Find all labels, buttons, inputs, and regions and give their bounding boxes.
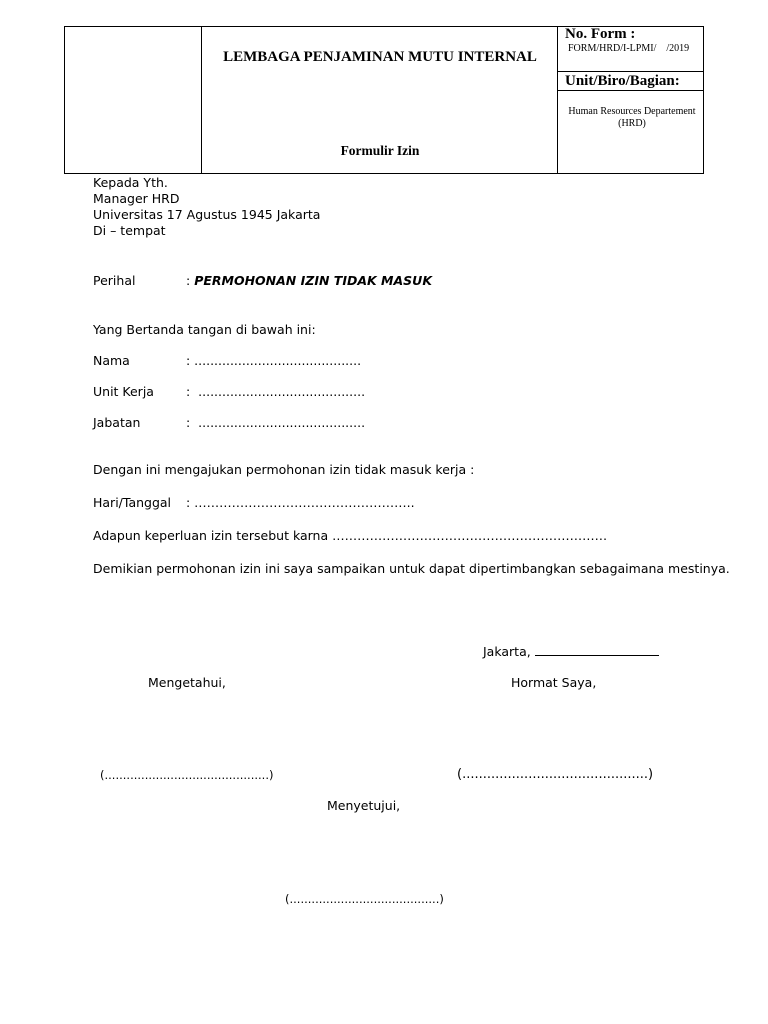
no-form-label: No. Form : — [565, 26, 636, 42]
date-field[interactable]: : …………………………………………….. — [186, 495, 415, 510]
place-date — [483, 643, 659, 660]
recipient-line3: Universitas 17 Agustus 1945 Jakarta — [93, 207, 321, 222]
regards-label: Hormat Saya, — [511, 675, 597, 690]
header-divider-row1 — [557, 71, 703, 72]
acknowledged-label: Mengetahui, — [148, 675, 226, 690]
approved-label: Menyetujui, — [327, 798, 401, 813]
signature-left[interactable]: (.............................................) — [100, 768, 274, 782]
request-text: Dengan ini mengajukan permohonan izin tidak masuk kerja : — [93, 462, 475, 477]
header-divider-right — [557, 27, 558, 173]
nama-field[interactable]: : .......................................... — [186, 353, 362, 368]
signature-bottom[interactable]: (.........................................) — [285, 892, 444, 906]
form-header-table — [64, 26, 704, 174]
date-label: Hari/Tanggal — [93, 495, 172, 510]
unit-label: Unit/Biro/Bagian: — [565, 73, 680, 89]
recipient-line4: Di – tempat — [93, 223, 166, 238]
closing-text: Demikian permohonan izin ini saya sampaikan untuk dapat dipertimbangkan sebagaimana mestinya. — [93, 561, 730, 576]
subject-colon: : — [186, 273, 195, 288]
institution-title: LEMBAGA PENJAMINAN MUTU INTERNAL — [223, 49, 537, 65]
date-underline-field[interactable] — [535, 643, 659, 656]
subject-label: Perihal — [93, 273, 136, 288]
place-date-label: Jakarta, — [483, 644, 535, 659]
unit-value-line2: (HRD) — [618, 118, 646, 129]
recipient-line2: Manager HRD — [93, 191, 180, 206]
form-title: Formulir Izin — [340, 143, 420, 158]
unit-kerja-field[interactable]: : .......................................... — [186, 384, 366, 399]
form-code: FORM/HRD/I-LPMI/ /2019 — [568, 43, 690, 54]
header-divider-row2 — [557, 90, 703, 91]
recipient-line1: Kepada Yth. — [93, 175, 168, 190]
unit-value-line1: Human Resources Departement — [568, 106, 696, 117]
header-divider-logo — [201, 27, 202, 173]
unit-value — [559, 106, 705, 130]
intro-text: Yang Bertanda tangan di bawah ini: — [93, 322, 316, 337]
signature-right[interactable]: (.............................................) — [457, 767, 654, 782]
unit-kerja-label: Unit Kerja — [93, 384, 154, 399]
subject-value: PERMOHONAN IZIN TIDAK MASUK — [194, 273, 433, 288]
jabatan-label: Jabatan — [93, 415, 141, 430]
nama-label: Nama — [93, 353, 130, 368]
jabatan-field[interactable]: : .......................................... — [186, 415, 366, 430]
subject-value-wrap — [186, 273, 432, 289]
purpose-text[interactable]: Adapun keperluan izin tersebut karna ………………………………………………………… — [93, 528, 608, 543]
